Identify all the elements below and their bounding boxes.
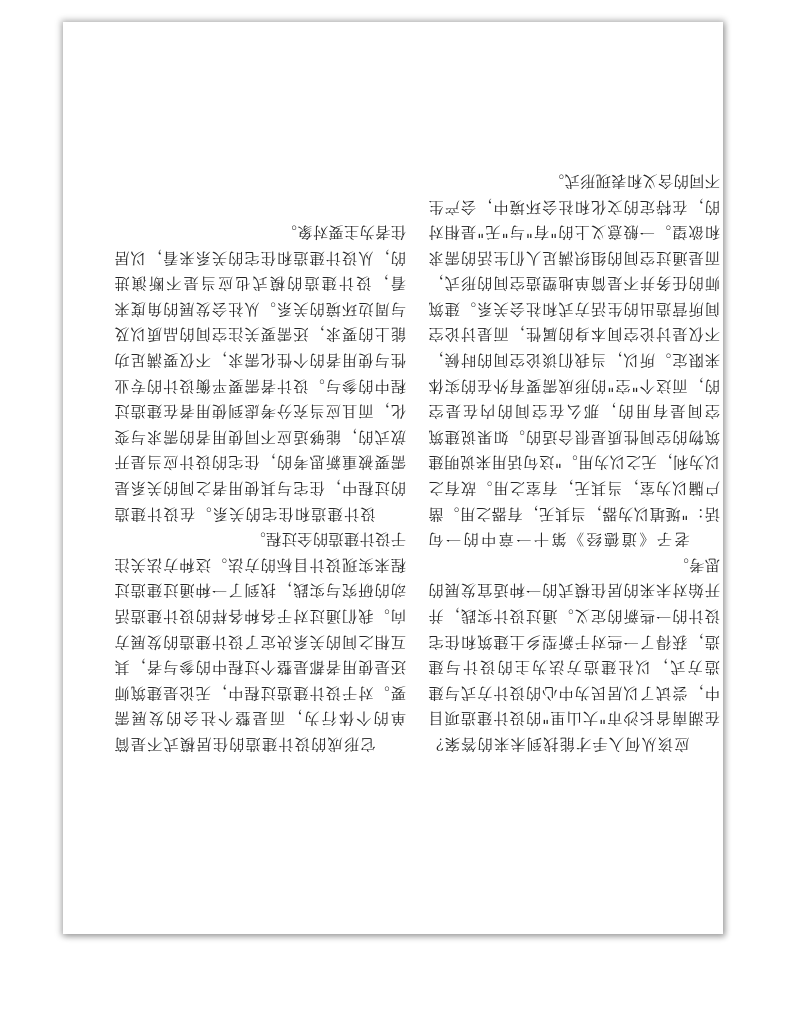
text-column-left xyxy=(428,167,720,756)
document-page xyxy=(63,22,723,934)
paragraph: 设计建造和住宅的关系。在设计建造的过程中，住宅与其使用者之间的关系是需要被重新思考的，住宅的设计应当是开放式的，能够适应不同使用者的需求与变化，而且应当充分考虑到使用者在建造过程中的参与。设计者需要平衡设计的专业性与使用者的个性化需求，不仅要满足功能上的要求，还需要关注空间的品质以及与周边环境的关系。从社会发展的角度来看，设计建造的模式也应当是不断演进的，从设计建造和住宅的关系来看，以居住者为主要对象。 xyxy=(114,223,406,523)
paragraph: 老子《道德经》第十一章中的一句话："埏埴以为器，当其无，有器之用。凿户牖以为室，当其无，有室之用。故有之以为利，无之以为用。"这句话用来说明建筑物的空间性质是很合适的。如果说建筑空间是有用的，那么在空间的内在是空的，而这个"空"的形成需要有外在的实体来限定。所以，当我们谈论空间的时候，不仅是讨论空间本身的属性，而是讨论空间所营造出的生活方式和社会关系。建筑师的任务并不是简单地塑造空间的形式，而是通过空间的组织满足人们生活的需求和欲望。一般意义上的"有"与"无"是相对的，在特定的文化和社会环境中，会产生不同的含义和表现形式。 xyxy=(428,171,720,549)
mirrored-text-block xyxy=(63,22,723,934)
text-column-right xyxy=(114,219,406,756)
paragraph: 它形成的设计建造的住居模式不是简单的个体行为，而是整个社会的发展需要。对于设计建造过程中，无论是建筑师还是使用者都是整个过程中的参与者，其互相之间的关系决定了设计建造的发展方向。我们通过对于各种各样的设计建造活动的研究与实践，找到了一种通过建造过程来实现设计目标的方法。这种方法关注于设计建造的全过程。 xyxy=(114,530,406,753)
paragraph: 应该从何入手才能找到未来的答案？在湖南省长沙市"大山里"的设计建造项目中，尝试了以居民为中心的设计方式与建造方式，以社建造方法为主的设计与建造，获得了一些对于新型乡土建筑和住宅设计的一些新的定义。通过设计实践，并开始对未来的居住模式的一种适宜发展的思考。 xyxy=(428,555,720,753)
